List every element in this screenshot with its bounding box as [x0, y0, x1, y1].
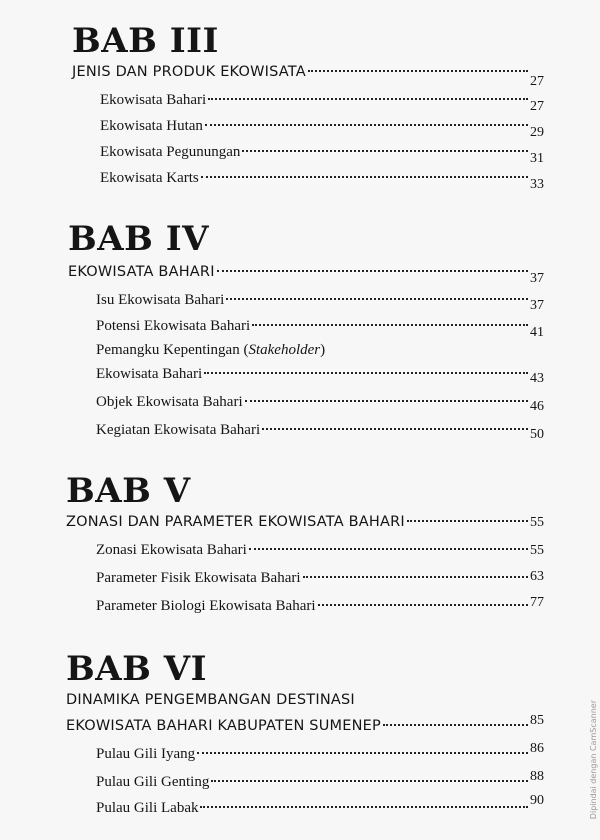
toc-entry-label: Ekowisata Karts	[100, 170, 199, 186]
toc-entry-label: Pulau Gili Iyang	[96, 746, 196, 762]
toc-entry[interactable]	[96, 769, 544, 794]
toc-entry-chapter[interactable]	[68, 264, 544, 284]
page-number: 31	[530, 151, 544, 166]
toc-entry[interactable]	[96, 570, 544, 590]
toc-entry[interactable]	[96, 292, 544, 312]
toc-entry-chapter[interactable]	[72, 64, 544, 89]
toc-entry-label: Isu Ekowisata Bahari	[96, 292, 225, 308]
label-italic: Stakeholder	[248, 342, 321, 358]
toc-entry-label: Potensi Ekowisata Bahari	[96, 318, 251, 334]
page-number: 46	[530, 399, 544, 414]
dot-leader	[197, 752, 528, 754]
page-number: 27	[530, 74, 544, 89]
toc-entry-label: Ekowisata Bahari	[100, 92, 207, 108]
dot-leader	[303, 576, 528, 578]
toc-entry-chapter[interactable]	[66, 713, 544, 738]
toc-entry-label: JENIS DAN PRODUK EKOWISATA	[72, 64, 306, 80]
toc-entry[interactable]	[96, 741, 544, 766]
dot-leader	[242, 150, 528, 152]
page-number: 37	[530, 271, 544, 286]
toc-entry[interactable]	[96, 542, 544, 562]
bab-iii-title: BAB III	[72, 21, 219, 61]
toc-entry[interactable]	[96, 793, 544, 820]
toc-entry-label: Pulau Gili Genting	[96, 774, 210, 790]
toc-entry-label: Ekowisata Pegunungan	[100, 144, 241, 160]
dot-leader	[211, 780, 528, 782]
dot-leader	[308, 70, 528, 72]
dot-leader	[226, 298, 528, 300]
toc-entry-chapter[interactable]	[66, 514, 544, 534]
toc-entry[interactable]	[100, 144, 544, 164]
page-number: 41	[530, 325, 544, 340]
toc-entry[interactable]	[96, 318, 544, 338]
page-number: 29	[530, 125, 544, 140]
toc-entry-label: Objek Ekowisata Bahari	[96, 394, 243, 410]
dot-leader	[204, 372, 528, 374]
dot-leader	[205, 124, 528, 126]
toc-entry-label: Zonasi Ekowisata Bahari	[96, 542, 247, 558]
page-number: 33	[530, 177, 544, 192]
toc-entry[interactable]	[96, 595, 544, 618]
bab-iv-title: BAB IV	[68, 219, 209, 259]
dot-leader	[208, 98, 528, 100]
toc-entry[interactable]	[100, 170, 544, 190]
page-number: 50	[530, 427, 544, 442]
toc-entry[interactable]	[96, 366, 544, 386]
dot-leader	[245, 400, 528, 402]
toc-entry-label: Parameter Fisik Ekowisata Bahari	[96, 570, 301, 586]
dot-leader	[200, 806, 528, 808]
toc-entry-label: Parameter Biologi Ekowisata Bahari	[96, 598, 316, 614]
toc-entry[interactable]	[100, 92, 544, 112]
toc-entry-label-line1	[96, 342, 325, 359]
toc-entry-label: EKOWISATA BAHARI	[68, 264, 215, 280]
label-text-end: )	[320, 342, 326, 358]
dot-leader	[262, 428, 528, 430]
dot-leader	[383, 724, 528, 726]
toc-entry-label: EKOWISATA BAHARI KABUPATEN SUMENEP	[66, 718, 381, 734]
bab-vi-title: BAB VI	[66, 649, 207, 689]
bab-v-title: BAB V	[66, 471, 191, 511]
page-number: 27	[530, 99, 544, 114]
page-number: 90	[530, 793, 544, 808]
toc-entry[interactable]	[100, 118, 544, 138]
dot-leader	[252, 324, 528, 326]
dot-leader	[249, 548, 528, 550]
toc-entry-label: Ekowisata Bahari	[96, 366, 203, 382]
toc-entry[interactable]	[96, 422, 544, 442]
page-number: 88	[530, 769, 544, 784]
page-number: 77	[530, 595, 544, 610]
toc-entry-label: ZONASI DAN PARAMETER EKOWISATA BAHARI	[66, 514, 405, 530]
dot-leader	[318, 604, 528, 606]
page-number: 55	[530, 515, 544, 530]
dot-leader	[217, 270, 528, 272]
dot-leader	[201, 176, 528, 178]
page-number: 86	[530, 741, 544, 756]
page-number: 55	[530, 543, 544, 558]
dot-leader	[407, 520, 528, 522]
toc-entry-label: Pulau Gili Labak	[96, 800, 199, 816]
page-number: 43	[530, 371, 544, 386]
toc-entry-label: Ekowisata Hutan	[100, 118, 203, 134]
page-number: 85	[530, 713, 544, 728]
toc-entry-chapter-line1: DINAMIKA PENGEMBANGAN DESTINASI	[66, 692, 355, 708]
toc-entry[interactable]	[96, 394, 544, 414]
scanner-watermark: Dipindai dengan CamScanner	[589, 700, 598, 820]
label-text: Pemangku Kepentingan (	[96, 342, 249, 358]
page-number: 63	[530, 569, 544, 584]
page-number: 37	[530, 298, 544, 313]
toc-entry-label: Kegiatan Ekowisata Bahari	[96, 422, 261, 438]
